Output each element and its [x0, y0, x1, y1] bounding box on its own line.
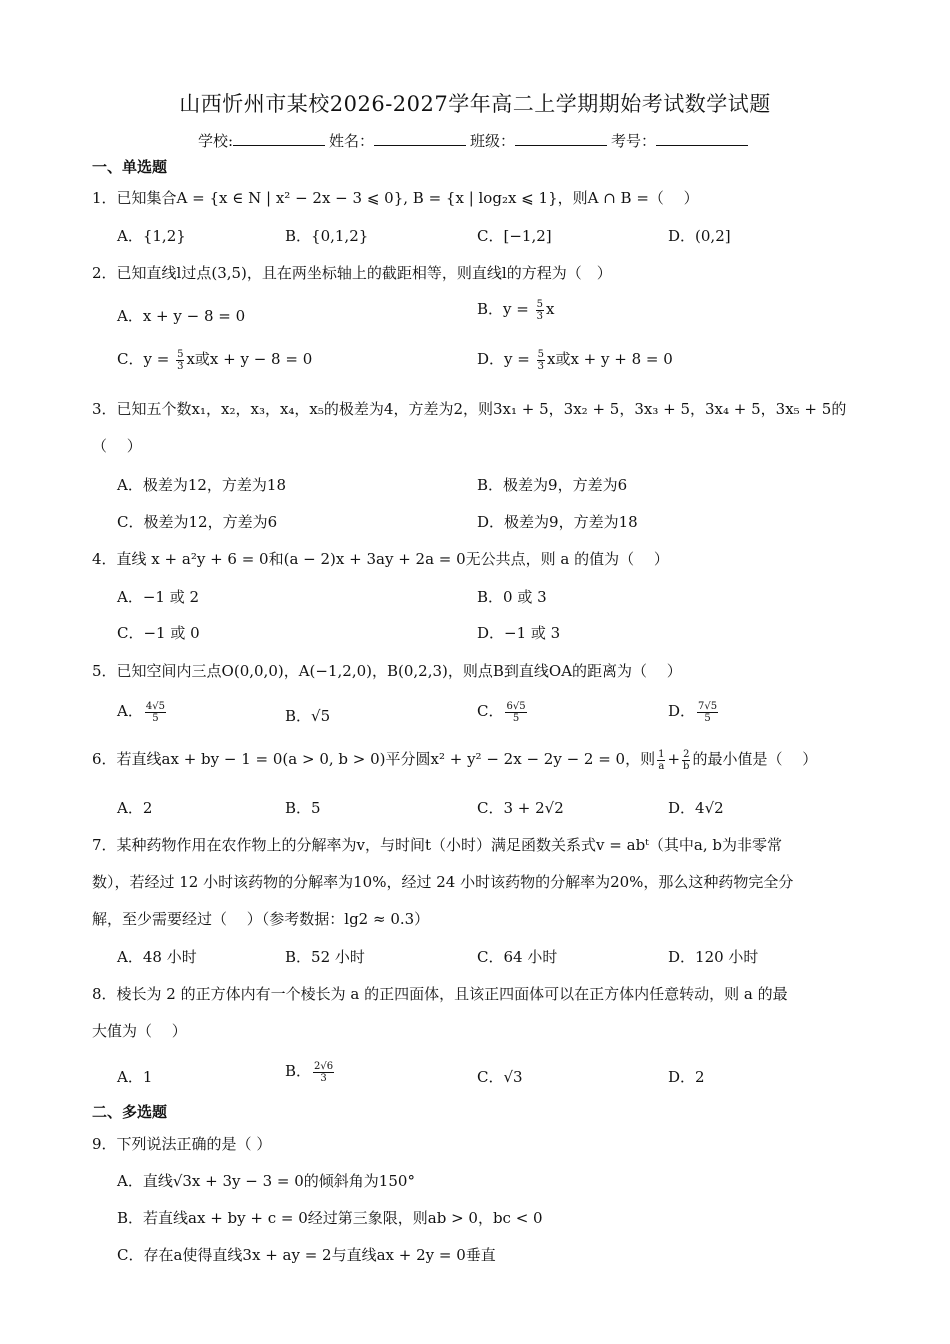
question-4-option-c[interactable]: C．−1 或 0 [117, 624, 200, 642]
question-2-stem: 2．已知直线l过点(3,5)，且在两坐标轴上的截距相等，则直线l的方程为（ ） [92, 264, 612, 282]
fraction-numerator: 2 [683, 748, 690, 760]
question-7-option-b[interactable]: B．52 小时 [285, 948, 365, 966]
fraction [682, 749, 690, 772]
exam-title: 山西忻州市某校2026-2027学年高二上学期期始考试数学试题 [179, 92, 771, 116]
question-7-option-c[interactable]: C．64 小时 [477, 948, 558, 966]
question-9-option-a[interactable]: A．直线√3x + 3y − 3 = 0的倾斜角为150° [117, 1172, 415, 1190]
question-8-option-d[interactable]: D．2 [668, 1068, 705, 1086]
question-7-stem-line-3: 解，至少需要经过（ ）（参考数据：lg2 ≈ 0.3） [92, 910, 430, 928]
question-5-option-b[interactable]: B．√5 [285, 707, 331, 725]
question-8-option-c[interactable]: C．√3 [477, 1068, 523, 1086]
question-3-stem-line-1: 3．已知五个数x₁，x₂，x₃，x₄，x₅的极差为4，方差为2，则3x₁ + 5，3x₂ + 5，3x₃ + 5，3x₄ + 5，3x₅ + 5的 [92, 400, 847, 418]
option-prefix: C．y = [117, 350, 175, 368]
question-1-option-a[interactable]: A．{1,2} [117, 227, 186, 245]
fraction-denominator: 5 [512, 712, 520, 724]
fraction-numerator: 1 [658, 748, 665, 760]
question-3-option-a[interactable]: A．极差为12，方差为18 [117, 476, 287, 494]
question-2-option-d[interactable] [477, 348, 673, 372]
fraction-numerator: 7√5 [698, 700, 718, 712]
class-blank[interactable] [515, 131, 607, 146]
fraction-denominator: 3 [177, 360, 184, 372]
fraction-denominator: 3 [536, 310, 543, 322]
class-label: 班级： [470, 132, 516, 150]
number-label: 考号： [611, 132, 657, 150]
fraction [537, 349, 545, 372]
option-prefix: B． [285, 1062, 312, 1080]
plus-sign: + [667, 750, 681, 768]
number-blank[interactable] [656, 131, 748, 146]
fraction [657, 749, 665, 772]
question-7-option-a[interactable]: A．48 小时 [117, 948, 197, 966]
fraction-numerator: 4√5 [145, 700, 165, 712]
section-single-choice: 一、单选题 [92, 158, 168, 176]
name-label: 姓名： [329, 132, 375, 150]
fraction [313, 1061, 334, 1084]
fraction [505, 701, 526, 724]
option-prefix: B．y = [477, 300, 534, 318]
section-multiple-choice: 二、多选题 [92, 1103, 168, 1121]
fraction-denominator: 3 [537, 360, 544, 372]
question-3-option-b[interactable]: B．极差为9，方差为6 [477, 476, 628, 494]
fraction [697, 701, 718, 724]
question-3-option-c[interactable]: C．极差为12，方差为6 [117, 513, 278, 531]
question-6-stem-start: 6．若直线ax + by − 1 = 0(a > 0, b > 0)平分圆x² + y² − 2x − 2y − 2 = 0，则 [92, 750, 656, 768]
question-9-option-b[interactable]: B．若直线ax + by + c = 0经过第三象限，则ab > 0，bc < 0 [117, 1209, 543, 1227]
fraction-numerator: 5 [536, 298, 543, 310]
fraction-denominator: 5 [704, 712, 711, 724]
question-7-stem-line-2: 数），若经过 12 小时该药物的分解率为10%，经过 24 小时该药物的分解率为20%，那么这种药物完全分 [92, 873, 794, 891]
question-1-option-b[interactable]: B．{0,1,2} [285, 227, 369, 245]
option-suffix: x或x + y − 8 = 0 [186, 350, 313, 368]
question-3-stem-line-2: （ ） [92, 437, 142, 455]
question-9-stem: 9．下列说法正确的是（ ） [92, 1135, 272, 1153]
question-1-option-c[interactable]: C．[−1,2] [477, 227, 552, 245]
question-6-option-b[interactable]: B．5 [285, 799, 321, 817]
school-blank[interactable] [233, 131, 325, 146]
fraction-numerator: 5 [177, 348, 184, 360]
question-4-option-a[interactable]: A．−1 或 2 [117, 588, 200, 606]
option-prefix: D．y = [477, 350, 535, 368]
fraction [145, 701, 166, 724]
question-7-option-d[interactable]: D．120 小时 [668, 948, 759, 966]
question-6-stem-end: 的最小值是（ ） [692, 750, 818, 768]
question-1-stem: 1．已知集合A = {x ∈ N | x² − 2x − 3 ⩽ 0}, B = {x | log₂x ⩽ 1}，则A ∩ B =（ ） [92, 189, 699, 207]
question-1-option-d[interactable]: D．(0,2] [668, 227, 731, 245]
fraction [176, 349, 184, 372]
question-2-option-b[interactable] [477, 298, 554, 322]
question-4-option-d[interactable]: D．−1 或 3 [477, 624, 561, 642]
question-5-option-d[interactable] [668, 700, 720, 724]
question-7-stem-line-1: 7．某种药物作用在农作物上的分解率为v，与时间t（小时）满足函数关系式v = abᵗ（其中a, b为非零常 [92, 836, 782, 854]
fraction-denominator: 5 [152, 712, 159, 724]
question-5-stem: 5．已知空间内三点O(0,0,0)，A(−1,2,0)，B(0,2,3)，则点B到直线OA的距离为（ ） [92, 662, 682, 680]
question-5-option-c[interactable] [477, 700, 529, 724]
question-6-stem [92, 748, 862, 772]
question-4-stem: 4．直线 x + a²y + 6 = 0和(a − 2)x + 3ay + 2a = 0无公共点，则 a 的值为（ ） [92, 550, 669, 568]
name-blank[interactable] [374, 131, 466, 146]
question-3-option-d[interactable]: D．极差为9，方差为18 [477, 513, 638, 531]
question-2-option-a[interactable]: A．x + y − 8 = 0 [117, 307, 246, 325]
question-5-option-a[interactable] [117, 700, 168, 724]
fraction-numerator: 2√6 [314, 1060, 334, 1072]
option-prefix: D． [668, 702, 696, 720]
fraction-denominator: 3 [320, 1072, 327, 1084]
fraction [536, 299, 544, 322]
question-2-option-c[interactable] [117, 348, 312, 372]
question-6-option-a[interactable]: A．2 [117, 799, 153, 817]
option-suffix: x [545, 300, 555, 318]
question-8-option-b[interactable] [285, 1060, 336, 1084]
question-4-option-b[interactable]: B．0 或 3 [477, 588, 547, 606]
question-9-option-c[interactable]: C．存在a使得直线3x + ay = 2与直线ax + 2y = 0垂直 [117, 1246, 496, 1264]
fraction-denominator: b [683, 760, 690, 772]
option-prefix: C． [477, 702, 504, 720]
question-6-option-d[interactable]: D．4√2 [668, 799, 724, 817]
question-8-stem-line-2: 大值为（ ） [92, 1022, 187, 1040]
question-8-stem-line-1: 8．棱长为 2 的正方体内有一个棱长为 a 的正四面体，且该正四面体可以在正方体内任意转动，则 a 的最 [92, 985, 788, 1003]
fraction-denominator: a [658, 760, 665, 772]
question-6-option-c[interactable]: C．3 + 2√2 [477, 799, 564, 817]
student-info-line [0, 130, 950, 151]
fraction-numerator: 5 [537, 348, 544, 360]
school-label: 学校: [197, 132, 233, 150]
option-prefix: A． [117, 702, 143, 720]
question-8-option-a[interactable]: A．1 [117, 1068, 153, 1086]
fraction-numerator: 6√5 [506, 700, 526, 712]
option-suffix: x或x + y + 8 = 0 [546, 350, 673, 368]
